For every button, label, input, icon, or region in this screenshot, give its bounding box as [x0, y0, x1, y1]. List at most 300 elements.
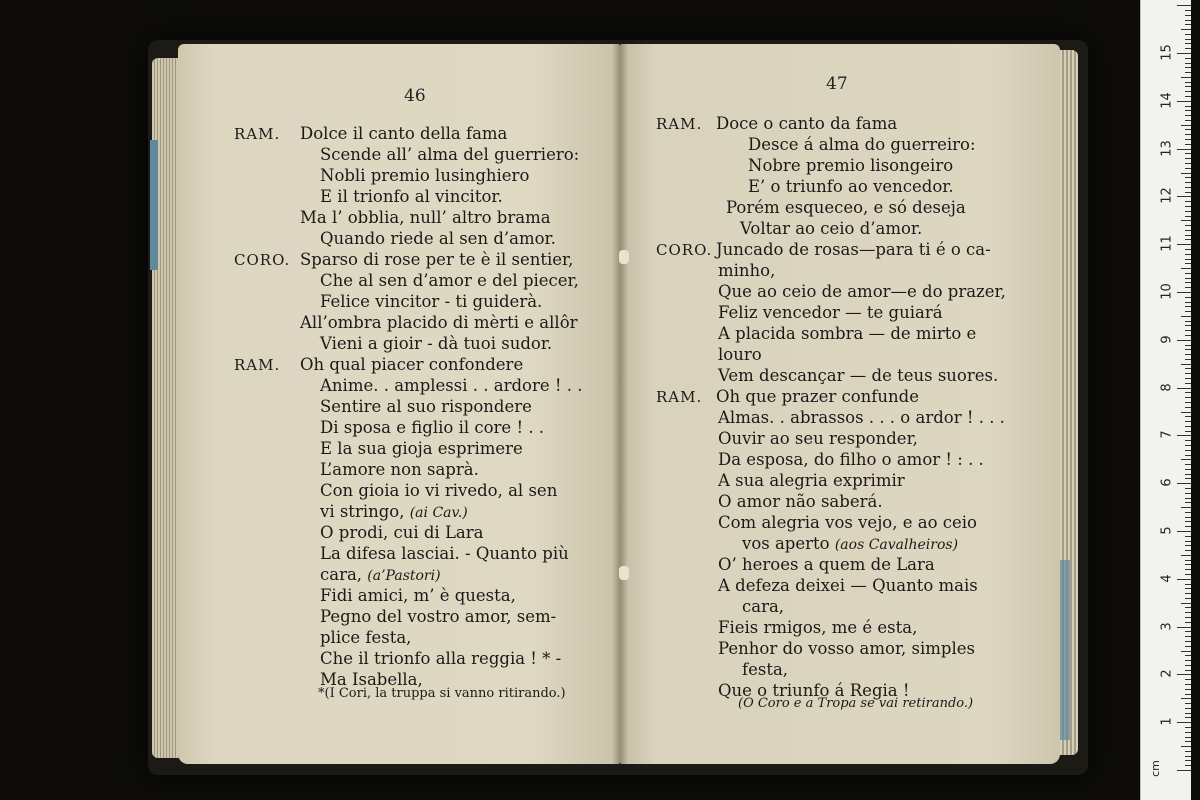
- ruler-tick: [1185, 153, 1191, 154]
- ruler-tick: [1185, 756, 1191, 757]
- ruler-tick: [1185, 82, 1191, 83]
- ruler-tick: [1185, 15, 1191, 16]
- ruler-tick: [1185, 48, 1191, 49]
- ruler-tick: [1177, 340, 1191, 341]
- ruler-tick: [1185, 574, 1191, 575]
- ruler-tick: [1185, 96, 1191, 97]
- ruler-tick: [1185, 39, 1191, 40]
- ruler-tick: [1185, 120, 1191, 121]
- measurement-ruler: [1140, 0, 1191, 800]
- text-line: [748, 135, 976, 155]
- text-line: [320, 271, 579, 291]
- text-line: [320, 460, 479, 480]
- ruler-tick: [1185, 407, 1191, 408]
- ruler-tick: [1185, 564, 1191, 565]
- line-text: Com alegria vos vejo, e ao ceio: [718, 513, 977, 532]
- line-text: cara,: [320, 565, 368, 584]
- ruler-tick: [1185, 330, 1191, 331]
- ruler-tick: [1181, 77, 1191, 78]
- ruler-tick: [1185, 765, 1191, 766]
- text-line: [718, 492, 883, 512]
- text-line: [718, 450, 984, 470]
- text-line: [718, 282, 1006, 302]
- text-line: [718, 324, 976, 344]
- stage-direction: (ai Cav.): [409, 505, 468, 521]
- ruler-tick: [1185, 134, 1191, 135]
- ruler-tick: [1185, 464, 1191, 465]
- text-line: [718, 471, 905, 491]
- ruler-tick: [1185, 689, 1191, 690]
- ruler-tick: [1185, 588, 1191, 589]
- ruler-tick: [1185, 760, 1191, 761]
- ruler-tick: [1185, 230, 1191, 231]
- ruler-tick: [1185, 426, 1191, 427]
- ruler-tick: [1185, 607, 1191, 608]
- ruler-tick: [1181, 698, 1191, 699]
- ruler-tick: [1185, 378, 1191, 379]
- text-line: [716, 114, 897, 134]
- ruler-tick: [1181, 268, 1191, 269]
- line-text: Che il trionfo alla reggia ! * -: [320, 649, 562, 668]
- cover-edge-fragment: [1060, 560, 1070, 740]
- text-line: [718, 408, 1005, 428]
- ruler-tick: [1185, 129, 1191, 130]
- ruler-tick: [1185, 536, 1191, 537]
- ruler-tick: [1181, 125, 1191, 126]
- ruler-number: 9: [1159, 335, 1175, 344]
- ruler-tick: [1185, 560, 1191, 561]
- text-line: [320, 649, 561, 669]
- ruler-number: 13: [1159, 139, 1175, 157]
- line-text: Desce á alma do guerreiro:: [748, 135, 976, 154]
- ruler-tick: [1177, 627, 1191, 628]
- text-line: [718, 366, 998, 386]
- text-line: [718, 555, 935, 575]
- line-text: All’ombra placido di mèrti e allôr: [300, 313, 578, 332]
- ruler-tick: [1185, 321, 1191, 322]
- line-text: Ouvir ao seu responder,: [718, 429, 918, 448]
- ruler-tick: [1185, 512, 1191, 513]
- text-line: [320, 376, 582, 396]
- ruler-tick: [1185, 636, 1191, 637]
- line-text: Oh que prazer confunde: [716, 387, 919, 406]
- text-line: [718, 429, 918, 449]
- line-text: Nobre premio lisongeiro: [748, 156, 954, 175]
- text-line: [320, 187, 503, 207]
- text-line: [320, 586, 516, 606]
- ruler-tick: [1185, 302, 1191, 303]
- line-text: Juncado de rosas—para ti é o ca-: [716, 240, 991, 259]
- ruler-tick: [1185, 359, 1191, 360]
- line-text: Sparso di rose per te è il sentier,: [300, 250, 574, 269]
- ruler-tick: [1185, 569, 1191, 570]
- ruler-tick: [1177, 244, 1191, 245]
- speaker-label: CORO.: [234, 251, 291, 269]
- ruler-tick: [1185, 717, 1191, 718]
- ruler-tick: [1185, 297, 1191, 298]
- ruler-tick: [1185, 545, 1191, 546]
- ruler-tick: [1181, 651, 1191, 652]
- speaker-label: RAM.: [656, 115, 703, 133]
- ruler-number: 15: [1159, 44, 1175, 61]
- ruler-tick: [1185, 660, 1191, 661]
- ruler-number: 8: [1159, 382, 1175, 392]
- ruler-number: 6: [1159, 478, 1175, 487]
- line-text: Que ao ceio de amor—e do prazer,: [718, 282, 1006, 301]
- ruler-tick: [1185, 187, 1191, 188]
- ruler-number: 5: [1159, 526, 1175, 535]
- text-line: [716, 387, 919, 407]
- line-text: Porém esqueceo, e só deseja: [726, 198, 966, 217]
- line-text: Quando riede al sen d’amor.: [320, 229, 556, 248]
- ruler-tick: [1185, 450, 1191, 451]
- speaker-label: CORO.: [656, 241, 713, 259]
- ruler-tick: [1185, 737, 1191, 738]
- line-text: E la sua gioja esprimere: [320, 439, 523, 458]
- text-line: [300, 250, 573, 270]
- text-line: [300, 313, 578, 333]
- ruler-tick: [1185, 91, 1191, 92]
- ruler-number: 12: [1159, 187, 1175, 205]
- ruler-number: 10: [1159, 283, 1175, 300]
- line-text: Ma Isabella,: [320, 670, 423, 689]
- text-line: [718, 513, 977, 533]
- line-text: Scende all’ alma del guerriero:: [320, 145, 580, 164]
- ruler-tick: [1185, 397, 1191, 398]
- ruler-tick: [1185, 670, 1191, 671]
- ruler-tick: [1185, 349, 1191, 350]
- ruler-tick: [1185, 526, 1191, 527]
- ruler-tick: [1185, 584, 1191, 585]
- ruler-tick: [1181, 746, 1191, 747]
- line-text: Vieni a gioir - dà tuoi sudor.: [320, 334, 553, 353]
- line-text: Doce o canto da fama: [716, 114, 898, 133]
- ruler-tick: [1185, 732, 1191, 733]
- line-text: Voltar ao ceio d’amor.: [740, 219, 923, 238]
- ruler-tick: [1177, 5, 1191, 6]
- ruler-tick: [1177, 388, 1191, 389]
- ruler-tick: [1177, 674, 1191, 675]
- page-number: 47: [826, 74, 848, 94]
- text-line: [718, 303, 943, 323]
- line-text: cara,: [742, 597, 785, 616]
- binding-stitch-bottom: [619, 566, 629, 580]
- ruler-tick: [1185, 612, 1191, 613]
- line-text: O prodi, cui di Lara: [320, 523, 484, 542]
- line-text: Que o triunfo á Regia !: [718, 681, 910, 700]
- stage-direction: (a’Pastori): [367, 568, 441, 584]
- ruler-tick: [1181, 173, 1191, 174]
- ruler-tick: [1185, 478, 1191, 479]
- ruler-tick: [1185, 708, 1191, 709]
- ruler-tick: [1177, 579, 1191, 580]
- ruler-tick: [1185, 34, 1191, 35]
- ruler-tick: [1185, 498, 1191, 499]
- ruler-tick: [1185, 741, 1191, 742]
- ruler-tick: [1185, 493, 1191, 494]
- line-text: Oh qual piacer confondere: [300, 355, 524, 374]
- ruler-tick: [1185, 115, 1191, 116]
- ruler-tick: [1185, 249, 1191, 250]
- ruler-tick: [1185, 259, 1191, 260]
- ruler-tick: [1177, 101, 1191, 102]
- line-text: Sentire al suo rispondere: [320, 397, 532, 416]
- ruler-tick: [1177, 196, 1191, 197]
- ruler-tick: [1185, 72, 1191, 73]
- ruler-tick: [1185, 416, 1191, 417]
- ruler-tick: [1177, 149, 1191, 150]
- footnote: (O Coro e a Tropa se vai retirando.): [738, 696, 974, 711]
- ruler-tick: [1185, 311, 1191, 312]
- line-text: vi stringo,: [320, 502, 410, 521]
- speaker-label: RAM.: [656, 388, 703, 406]
- ruler-number: 7: [1159, 430, 1175, 440]
- ruler-tick: [1181, 507, 1191, 508]
- line-text: louro: [718, 345, 762, 364]
- text-line: [742, 534, 958, 555]
- ruler-tick: [1185, 402, 1191, 403]
- ruler-tick: [1185, 455, 1191, 456]
- ruler-tick: [1185, 287, 1191, 288]
- ruler-tick: [1177, 531, 1191, 532]
- ruler-tick: [1185, 254, 1191, 255]
- text-line: [320, 334, 552, 354]
- speaker-label: RAM.: [234, 356, 281, 374]
- text-line: [300, 355, 523, 375]
- text-line: [718, 618, 917, 638]
- ruler-tick: [1185, 282, 1191, 283]
- ruler-tick: [1185, 177, 1191, 178]
- ruler-tick: [1181, 555, 1191, 556]
- line-text: vos aperto: [742, 534, 835, 553]
- ruler-tick: [1185, 641, 1191, 642]
- line-text: plice festa,: [320, 628, 412, 647]
- ruler-tick: [1185, 63, 1191, 64]
- text-line: [320, 481, 557, 501]
- line-text: E’ o triunfo ao vencedor.: [748, 177, 954, 196]
- line-text: La difesa lasciai. - Quanto più: [320, 544, 569, 563]
- ruler-tick: [1185, 67, 1191, 68]
- line-text: O amor não saberá.: [718, 492, 883, 511]
- ruler-number: 11: [1159, 235, 1175, 252]
- ruler-tick: [1177, 292, 1191, 293]
- text-line: [320, 544, 569, 564]
- ruler-number: 2: [1159, 669, 1175, 679]
- line-text: Che al sen d’amor e del piecer,: [320, 271, 579, 290]
- ruler-tick: [1185, 440, 1191, 441]
- ruler-tick: [1185, 86, 1191, 87]
- line-text: minho,: [718, 261, 776, 280]
- ruler-tick: [1185, 727, 1191, 728]
- book-gutter: [612, 44, 628, 764]
- ruler-tick: [1185, 646, 1191, 647]
- line-text: Fieis rmigos, me é esta,: [718, 618, 918, 637]
- binding-stitch-top: [619, 250, 629, 264]
- line-text: festa,: [742, 660, 789, 679]
- ruler-tick: [1185, 502, 1191, 503]
- line-text: A placida sombra — de mirto e: [718, 324, 977, 343]
- ruler-tick: [1181, 29, 1191, 30]
- ruler-tick: [1185, 751, 1191, 752]
- ruler-tick: [1185, 383, 1191, 384]
- ruler-tick: [1185, 521, 1191, 522]
- ruler-tick: [1185, 24, 1191, 25]
- ruler-tick: [1185, 20, 1191, 21]
- ruler-tick: [1185, 239, 1191, 240]
- line-text: Almas. . abrassos . . . o ardor ! . . .: [718, 408, 1005, 427]
- line-text: Nobli premio lusinghiero: [320, 166, 530, 185]
- line-text: A sua alegria exprimir: [718, 471, 905, 490]
- text-line: [718, 345, 762, 365]
- ruler-unit-label: cm: [1148, 760, 1162, 777]
- ruler-tick: [1185, 235, 1191, 236]
- ruler-tick: [1185, 58, 1191, 59]
- ruler-tick: [1185, 335, 1191, 336]
- ruler-tick: [1185, 225, 1191, 226]
- text-line: [718, 639, 975, 659]
- cover-spine-fragment: [150, 140, 158, 270]
- ruler-number: 3: [1159, 621, 1175, 631]
- text-line: [320, 628, 411, 648]
- ruler-tick: [1177, 53, 1191, 54]
- ruler-tick: [1185, 598, 1191, 599]
- ruler-tick: [1185, 488, 1191, 489]
- ruler-tick: [1181, 364, 1191, 365]
- ruler-tick: [1185, 206, 1191, 207]
- text-line: [740, 219, 922, 239]
- ruler-tick: [1185, 10, 1191, 11]
- text-line: [320, 439, 523, 459]
- page-number: 46: [404, 86, 426, 106]
- line-text: Dolce il canto della fama: [300, 124, 508, 143]
- text-line: [718, 261, 775, 281]
- text-line: [742, 660, 788, 680]
- ruler-tick: [1177, 722, 1191, 723]
- text-line: [716, 240, 991, 260]
- ruler-tick: [1185, 474, 1191, 475]
- ruler-tick: [1185, 306, 1191, 307]
- ruler-tick: [1177, 435, 1191, 436]
- ruler-tick: [1185, 665, 1191, 666]
- ruler-tick: [1185, 593, 1191, 594]
- ruler-tick: [1185, 192, 1191, 193]
- line-text: E il trionfo al vincitor.: [320, 187, 503, 206]
- text-line: [726, 198, 966, 218]
- ruler-tick: [1185, 216, 1191, 217]
- ruler-tick: [1185, 368, 1191, 369]
- ruler-tick: [1185, 421, 1191, 422]
- ruler-tick: [1181, 459, 1191, 460]
- stage-direction: (aos Cavalheiros): [834, 537, 959, 553]
- ruler-tick: [1185, 517, 1191, 518]
- line-text: Feliz vencedor — te guiará: [718, 303, 943, 322]
- text-line: [320, 229, 556, 249]
- line-text: Con gioia io vi rivedo, al sen: [320, 481, 558, 500]
- line-text: Penhor do vosso amor, simples: [718, 639, 975, 658]
- ruler-tick: [1185, 694, 1191, 695]
- ruler-tick: [1185, 158, 1191, 159]
- text-line: [320, 607, 556, 627]
- ruler-tick: [1185, 469, 1191, 470]
- ruler-tick: [1185, 211, 1191, 212]
- ruler-number: 14: [1159, 92, 1175, 109]
- right-page: [620, 44, 1060, 764]
- ruler-tick: [1185, 713, 1191, 714]
- ruler-tick: [1185, 263, 1191, 264]
- text-line: [742, 597, 784, 617]
- ruler-tick: [1181, 412, 1191, 413]
- line-text: Fidi amici, m’ è questa,: [320, 586, 516, 605]
- ruler-tick: [1185, 201, 1191, 202]
- ruler-tick: [1177, 483, 1191, 484]
- ruler-number: 4: [1159, 574, 1175, 583]
- left-page: [178, 44, 620, 764]
- text-line: [320, 523, 483, 543]
- ruler-tick: [1185, 655, 1191, 656]
- text-line: [320, 145, 579, 165]
- footnote: *(I Cori, la truppa si vanno ritirando.): [318, 686, 566, 701]
- ruler-tick: [1185, 617, 1191, 618]
- text-line: [320, 418, 544, 438]
- text-line: [320, 397, 532, 417]
- ruler-tick: [1185, 631, 1191, 632]
- line-text: Vem descançar — de teus suores.: [718, 366, 999, 385]
- line-text: Anime. . amplessi . . ardore ! . .: [320, 376, 583, 395]
- ruler-tick: [1185, 431, 1191, 432]
- ruler-number: 1: [1159, 717, 1175, 726]
- ruler-tick: [1185, 110, 1191, 111]
- ruler-tick: [1185, 703, 1191, 704]
- text-line: [320, 502, 468, 523]
- text-line: [300, 208, 551, 228]
- ruler-tick: [1185, 144, 1191, 145]
- text-line: [748, 177, 954, 197]
- line-text: Felice vincitor - ti guiderà.: [320, 292, 543, 311]
- ruler-tick: [1185, 43, 1191, 44]
- speaker-label: RAM.: [234, 125, 281, 143]
- ruler-tick: [1185, 550, 1191, 551]
- ruler-tick: [1177, 770, 1191, 771]
- ruler-tick: [1185, 541, 1191, 542]
- ruler-tick: [1185, 163, 1191, 164]
- line-text: A defeza deixei — Quanto mais: [718, 576, 978, 595]
- ruler-tick: [1185, 679, 1191, 680]
- ruler-tick: [1181, 316, 1191, 317]
- ruler-tick: [1185, 139, 1191, 140]
- ruler-tick: [1185, 325, 1191, 326]
- line-text: L’amore non saprà.: [320, 460, 479, 479]
- line-text: Da esposa, do filho o amor ! : . .: [718, 450, 984, 469]
- line-text: Ma l’ obblia, null’ altro brama: [300, 208, 551, 227]
- line-text: O’ heroes a quem de Lara: [718, 555, 935, 574]
- ruler-tick: [1185, 168, 1191, 169]
- ruler-tick: [1185, 106, 1191, 107]
- ruler-tick: [1185, 273, 1191, 274]
- ruler-tick: [1185, 445, 1191, 446]
- ruler-tick: [1185, 622, 1191, 623]
- ruler-tick: [1181, 220, 1191, 221]
- text-line: [320, 292, 542, 312]
- ruler-tick: [1185, 373, 1191, 374]
- ruler-tick: [1185, 278, 1191, 279]
- line-text: Pegno del vostro amor, sem-: [320, 607, 557, 626]
- ruler-tick: [1185, 345, 1191, 346]
- ruler-tick: [1181, 603, 1191, 604]
- ruler-tick: [1185, 182, 1191, 183]
- text-line: [748, 156, 953, 176]
- text-line: [300, 124, 507, 144]
- text-line: [320, 166, 529, 186]
